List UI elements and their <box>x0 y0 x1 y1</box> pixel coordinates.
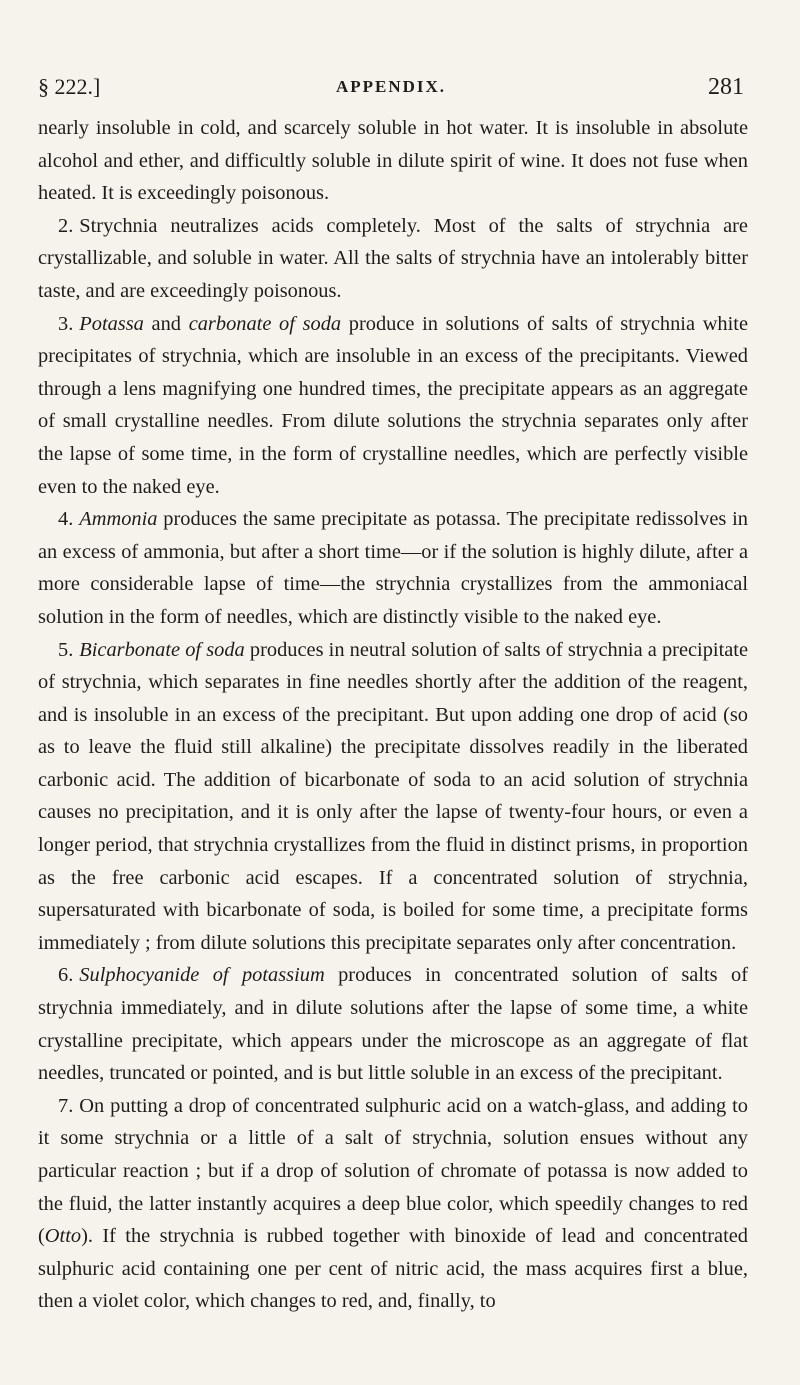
section-marker: § 222.] <box>38 74 101 99</box>
paragraph-6 <box>38 959 748 1089</box>
page-header <box>38 74 744 106</box>
paragraph-2 <box>38 210 748 308</box>
paragraph-7 <box>38 1090 748 1318</box>
paragraph-text: produces the same precipitate as potassa. The precipitate redissolves in an excess of ammonia, but after a short time—or if the solution is highly dilute, after a more considerable lapse of time—the strychnia crystallizes from the ammoniacal solution in the form of needles, which are distinctly visible to the naked eye. <box>38 508 748 628</box>
reagent-name: Bicarbonate of soda <box>79 638 245 661</box>
paragraph-text: ). If the strychnia is rubbed together with binoxide of lead and concentrated sulphuric acid containing one per cent of nitric acid, the mass acquires first a blue, then a violet color, which changes to red, and, finally, to <box>38 1225 748 1313</box>
paragraph-text: produces in concentrated solution of salts of strychnia immediately, and in dilute solutions after the lapse of some time, a white crystalline precipitate, which appears under the microscope as an aggregate of flat needles, truncated or pointed, and is but little soluble in an excess of the precipitant. <box>38 964 748 1085</box>
item-number: 2. <box>58 214 74 237</box>
running-title: APPENDIX. <box>335 77 447 96</box>
paragraph-text: produce in solutions of salts of strychnia white precipitates of strychnia, which are insoluble in an excess of the precipitants. Viewed through a lens magnifying one hundred times, the precipitate appears as an aggregate of small crystalline needles. From dilute solutions the strychnia separates only after the lapse of some time, in the form of crystalline needles, which are perfectly visible even to the naked eye. <box>38 312 748 498</box>
paragraph-3 <box>38 308 748 504</box>
author-citation: Otto <box>44 1225 82 1248</box>
paragraph-5 <box>38 634 748 960</box>
item-number: 7. <box>58 1094 74 1117</box>
page-body <box>38 112 748 1318</box>
reagent-name: Potassa <box>79 312 144 335</box>
reagent-name: Ammonia <box>79 508 158 531</box>
item-number: 6. <box>58 964 74 987</box>
paragraph-text: produces in neutral solution of salts of strychnia a precipitate of strychnia, which separates in fine needles shortly after the addition of the reagent, and is insoluble in an excess of the precipitant. But upon adding one drop of acid (so as to leave the fluid still alkaline) the precipitate dissolves readily in the liberated carbonic acid. The addition of bicarbonate of soda to an acid solution of strychnia causes no precipitation, and it is only after the lapse of twenty-four hours, or even a longer period, that strychnia crystallizes from the fluid in distinct prisms, in proportion as the free carbonic acid escapes. If a concentrated solution of strychnia, supersaturated with bicarbonate of soda, is boiled for some time, a precipitate forms immediately ; from dilute solutions this precipitate separates only after concentration. <box>38 638 748 954</box>
item-number: 3. <box>58 312 74 335</box>
paragraph-continued: nearly insoluble in cold, and scarcely soluble in hot water. It is insoluble in absolute alcohol and ether, and difficultly soluble in dilute spirit of wine. It does not fuse when heated. It is exceedingly poisonous. <box>38 117 748 205</box>
reagent-name: Sulphocyanide of potassium <box>79 964 325 987</box>
paragraph-text: On putting a drop of concentrated sulphuric acid on a watch-glass, and adding to it some strychnia or a little of a salt of strychnia, solution ensues without any particular reaction ; but if a drop of solution of chromate of potassa is now added to the fluid, the latter instantly acquires a deep blue color, which speedily changes to red ( <box>38 1094 748 1248</box>
item-number: 5. <box>58 638 74 661</box>
paragraph-text: Strychnia neutralizes acids completely. Most of the salts of strychnia are crystallizable, and soluble in water. All the salts of strychnia have an intolerably bitter taste, and are exceedingly poisonous. <box>38 214 748 302</box>
paragraph-text: and <box>143 312 189 335</box>
reagent-name: carbonate of soda <box>188 312 342 335</box>
item-number: 4. <box>58 508 74 531</box>
paragraph-4 <box>38 503 748 633</box>
page-number: 281 <box>708 74 744 100</box>
